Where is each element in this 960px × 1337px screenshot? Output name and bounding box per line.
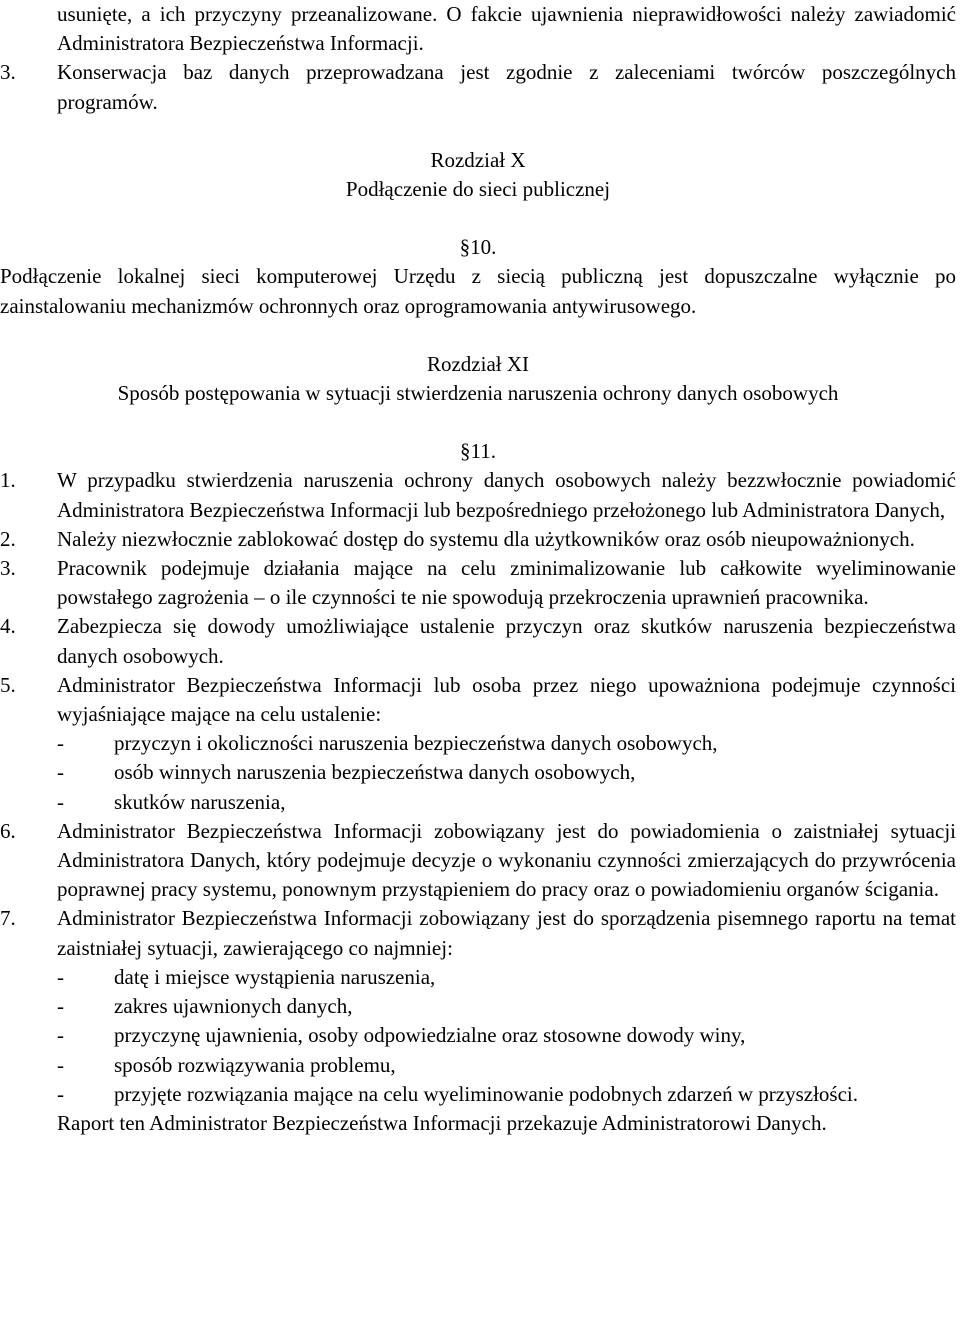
list-item — [0, 466, 956, 524]
bullet-item — [0, 729, 956, 758]
list-item — [0, 612, 956, 670]
list-text: Administrator Bezpieczeństwa Informacji zobowiązany jest do sporządzenia pisemnego raportu na temat zaistniałej sytuacji, zawierającego co najmniej: — [57, 906, 956, 960]
bullet-dash: - — [57, 731, 64, 756]
list-number: 1. — [0, 468, 16, 493]
bullet-text: osób winnych naruszenia bezpieczeństwa danych osobowych, — [114, 760, 636, 785]
section-paragraph: Podłączenie lokalnej sieci komputerowej Urzędu z siecią publiczną jest dopuszczalne wyłącznie po zainstalowaniu mechanizmów ochronnych oraz oprogramowania antywirusowego. — [0, 264, 956, 318]
list-item — [0, 817, 956, 905]
list-text: Konserwacja baz danych przeprowadzana jest zgodnie z zaleceniami twórców poszczególnych programów. — [57, 60, 956, 114]
chapter-title: Rozdział XI — [426, 351, 530, 376]
list-number: 7. — [0, 906, 16, 931]
list-number: 3. — [0, 60, 16, 85]
list-item — [0, 525, 956, 554]
bullet-dash: - — [57, 994, 64, 1019]
bullet-text: sposób rozwiązywania problemu, — [114, 1052, 396, 1077]
bullet-dash: - — [57, 1081, 64, 1106]
list-text: Pracownik podejmuje działania mające na celu zminimalizowanie lub całkowite wyeliminowanie powstałego zagrożenia – o ile czynności te nie spowodują przekroczenia uprawnień pracownika. — [57, 556, 956, 610]
list-number: 2. — [0, 526, 16, 551]
paragraph-continuation: usunięte, a ich przyczyny przeanalizowane. O fakcie ujawnienia nieprawidłowości należy zawiadomić Administratora Bezpieczeństwa Informacji. — [57, 2, 956, 56]
bullet-text: przyczyn i okoliczności naruszenia bezpieczeństwa danych osobowych, — [114, 731, 718, 756]
list-text: Zabezpiecza się dowody umożliwiające ustalenie przyczyn oraz skutków naruszenia bezpieczeństwa danych osobowych. — [57, 614, 956, 668]
bullet-item — [0, 1021, 956, 1050]
list-item — [0, 554, 956, 612]
bullet-text: datę i miejsce wystąpienia naruszenia, — [114, 964, 436, 989]
bullet-dash: - — [57, 1023, 64, 1048]
list-number: 6. — [0, 818, 16, 843]
bullet-item — [0, 1080, 956, 1109]
bullet-text: zakres ujawnionych danych, — [114, 994, 353, 1019]
bullet-item — [0, 758, 956, 787]
chapter-subtitle: Podłączenie do sieci publicznej — [345, 177, 611, 202]
list-item-3 — [0, 58, 956, 116]
list-text: Administrator Bezpieczeństwa Informacji lub osoba przez niego upoważniona podejmuje czynności wyjaśniające mające na celu ustalenie: — [57, 672, 956, 727]
list-text: W przypadku stwierdzenia naruszenia ochrony danych osobowych należy bezzwłocznie powiadomić Administratora Bezpieczeństwa Informacji lub bezpośredniego przełożonego lub Administratora Danych, — [57, 468, 956, 522]
list-text: Należy niezwłocznie zablokować dostęp do systemu dla użytkowników oraz osób nieupoważnionych. — [57, 526, 915, 551]
bullet-dash: - — [57, 964, 64, 989]
section-sign: § — [460, 439, 471, 464]
bullet-item — [0, 992, 956, 1021]
bullet-text: skutków naruszenia, — [114, 789, 286, 814]
bullet-text: przyjęte rozwiązania mające na celu wyeliminowanie podobnych zdarzeń w przyszłości. — [114, 1081, 859, 1106]
closing-paragraph: Raport ten Administrator Bezpieczeństwa Informacji przekazuje Administratorowi Danych. — [57, 1110, 827, 1135]
list-item — [0, 671, 956, 729]
bullet-dash: - — [57, 760, 64, 785]
list-item — [0, 904, 956, 962]
section-sign: § — [459, 235, 471, 260]
chapter-subtitle: Sposób postępowania w sytuacji stwierdzenia naruszenia ochrony danych osobowych — [117, 381, 839, 406]
list-text: Administrator Bezpieczeństwa Informacji zobowiązany jest do powiadomienia o zaistniałej sytuacji Administratora Danych, który podejmuje decyzje o wykonaniu czynności zmierzających do przywrócenia poprawnej pracy systemu, ponownym przystąpieniem do pracy oraz o powiadomieniu organów ścigania. — [57, 818, 956, 902]
bullet-item — [0, 1051, 956, 1080]
list-number: 4. — [0, 614, 16, 639]
section-number — [0, 437, 956, 466]
bullet-dash: - — [57, 1052, 64, 1077]
chapter-title: Rozdział X — [430, 147, 526, 172]
section-number-text: 10. — [470, 235, 497, 260]
section-number-text: 11. — [470, 439, 496, 464]
list-number: 3. — [0, 556, 16, 581]
list-number: 5. — [0, 672, 16, 697]
bullet-item — [0, 963, 956, 992]
bullet-item — [0, 788, 956, 817]
section-number — [0, 233, 956, 262]
bullet-text: przyczynę ujawnienia, osoby odpowiedzialne oraz stosowne dowody winy, — [114, 1023, 746, 1048]
bullet-dash: - — [57, 789, 64, 814]
